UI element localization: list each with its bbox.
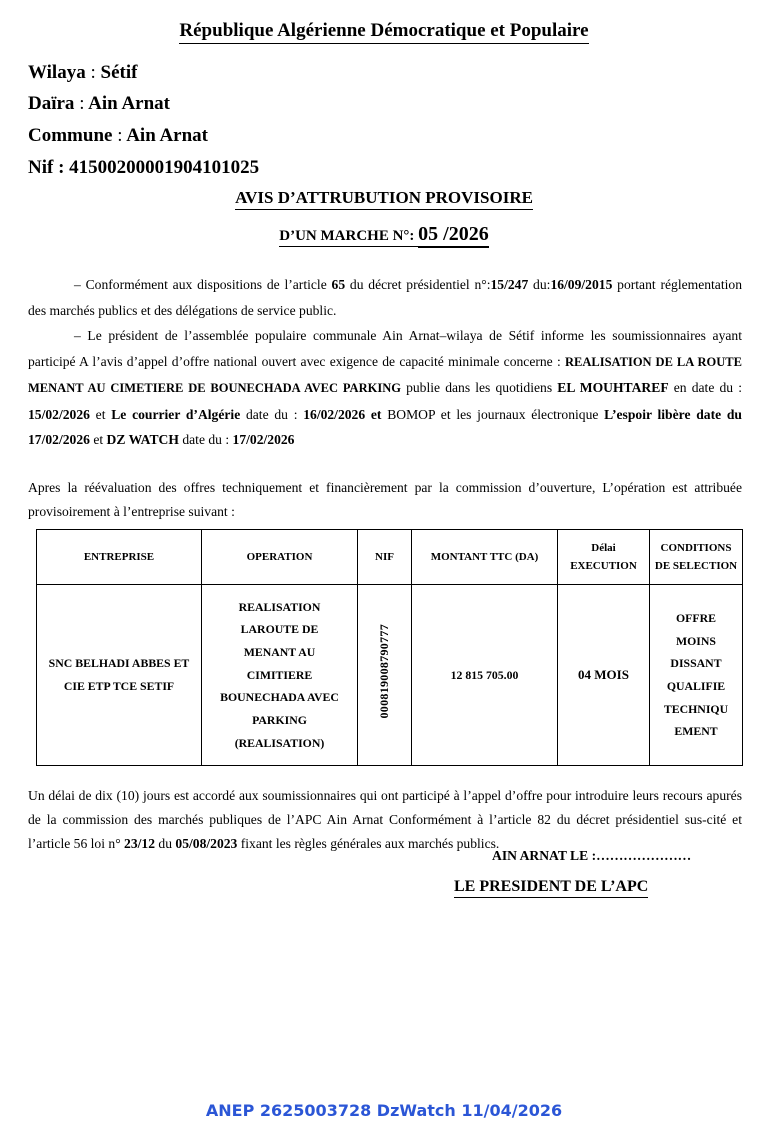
header-delai: Délai EXECUTION [558,530,650,585]
footer-anep-reference: ANEP 2625003728 DzWatch 11/04/2026 [205,1101,563,1120]
cell-entreprise: SNC BELHADI ABBES ET CIE ETP TCE SETIF [37,585,202,766]
cell-delai: 04 MOIS [558,585,650,766]
paragraph-legal-basis: – Conformément aux dispositions de l’article 65 du décret présidentiel n°:15/247 du:16/09/2015 portant réglementation des marchés publics et des délégations de service public. [28,277,742,318]
commune-line: Commune : Ain Arnat [28,125,209,146]
attribution-table [36,529,743,766]
daira-line: Daïra : Ain Arnat [28,93,170,114]
paragraph-evaluation: Apres la réévaluation des offres techniquement et financièrement par la commission d’ouverture, L’opération est attribuée provisoirement à l’entreprise suivant : [28,480,742,519]
wilaya-line: Wilaya : Sétif [28,62,138,83]
avis-title: AVIS D’ATTRUBUTION PROVISOIRE [0,188,768,208]
header-operation: OPERATION [202,530,358,585]
paragraph-announcement: – Le président de l’assemblée populaire communale Ain Arnat–wilaya de Sétif informe les soumissionnaires ayant participé A l’avis d’appel d’offre national ouvert avec exigence de capacité minimale concerne : REALISATION DE LA ROUTE MENANT AU CIMETIERE DE BOUNECHADA AVEC PARKING publie dans les quotidiens EL MOUHTAREF en date du : 15/02/2026 et Le courrier d’Algérie date du : 16/02/2026 et BOMOP et les journaux électronique L’espoir libère date du 17/02/2026 et DZ WATCH date du : 17/02/2026 [28,328,742,447]
header-nif: NIF [358,530,412,585]
nif-value: 000819008790777 [377,623,392,719]
header-conditions: CONDITIONS DE SELECTION [650,530,743,585]
signature-title: LE PRESIDENT DE L’APC [454,878,648,896]
table-row [37,585,743,766]
marche-number-title: D’UN MARCHE N°: 05 /2026 [0,223,768,246]
header-entreprise: ENTREPRISE [37,530,202,585]
paragraph-recours: Un délai de dix (10) jours est accordé aux soumissionnaires qui ont participé à l’appel d’offre pour introduire leurs recours apurés de la commission des marchés publiques de l’APC Ain Arnat Conformément à l’article 82 du décret présidentiel sus-cité et l’article 56 loi n° 23/12 du 05/08/2023 fixant les règles générales aux marchés publics. [28,788,742,851]
cell-nif [358,585,412,766]
document-header-title: République Algérienne Démocratique et Populaire [0,20,768,42]
cell-operation: REALISATION LAROUTE DE MENANT AU CIMITIERE BOUNECHADA AVEC PARKING (REALISATION) [202,585,358,766]
nif-line: Nif : 41500200001904101025 [28,157,260,178]
table-header-row [37,530,743,585]
place-date-line: AIN ARNAT LE :………………… [492,848,692,863]
header-montant: MONTANT TTC (DA) [412,530,558,585]
cell-conditions: OFFRE MOINS DISSANT QUALIFIE TECHNIQU EMENT [650,585,743,766]
cell-montant: 12 815 705.00 [412,585,558,766]
